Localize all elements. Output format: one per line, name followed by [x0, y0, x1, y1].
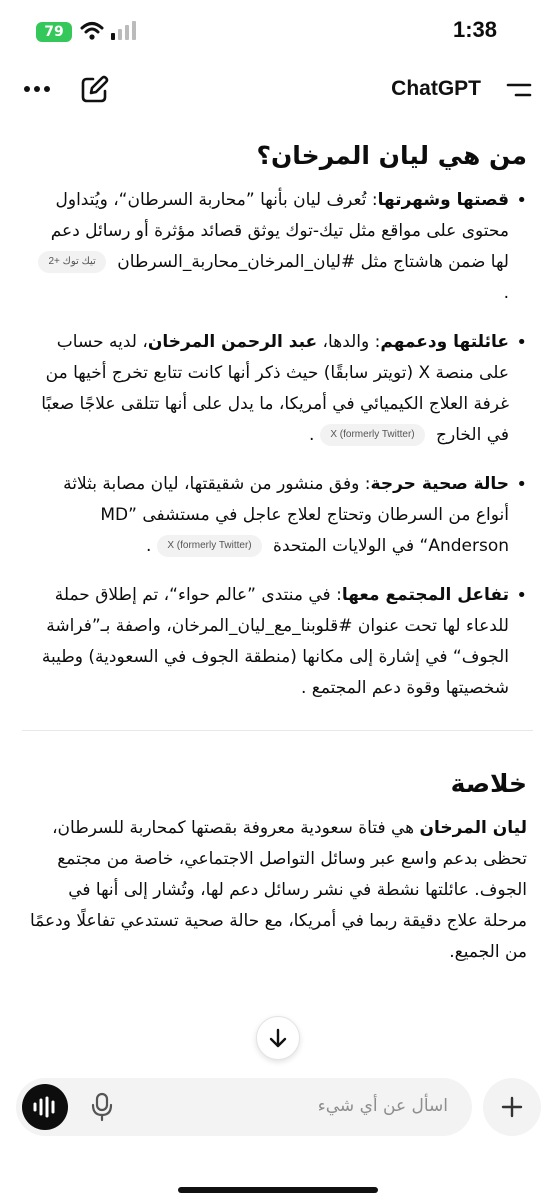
plus-icon: [500, 1095, 524, 1119]
voice-waveform-icon: [32, 1096, 58, 1118]
bullet-text: : في منتدى ”عالم حواء“، تم إطلاق حملة للدعاء لها تحت عنوان #قلوبنا_مع_ليان_المرخان، واصفة بـ”فراشة الجوف“ في إشارة إلى مكانها (منطقة الجوف في السعودية) وطيبة شخصيتها وقوة دعم المجتمع .: [41, 585, 509, 698]
wifi-icon: [80, 21, 104, 45]
voice-mode-button[interactable]: [22, 1084, 68, 1130]
list-item: • حالة صحية حرجة: وفق منشور من شقيقتها، ليان مصابة بثلاثة أنواع من السرطان وتحتاج لعلاج عاجل في مستشفى ”MD Anderson“ في الولايات المتحدة X (formerly Twitter).: [28, 469, 527, 562]
new-chat-icon[interactable]: [78, 74, 110, 106]
bold-name: عبد الرحمن المرخان: [147, 332, 318, 352]
source-citation-chip[interactable]: تيك توك +2: [38, 251, 105, 273]
bullet-title: عائلتها ودعمهم: [380, 332, 509, 352]
message-composer[interactable]: [16, 1078, 472, 1136]
bullet-text: ، لديه حساب على منصة X (تويتر سابقًا) حيث ذكر أنها كانت تتابع تخرج أخيها من غرفة العلاج الكيميائي في أمريكا، ما يدل على أنها تتلقى علاجًا صعبًا في الخارج: [41, 332, 509, 445]
source-citation-chip[interactable]: X (formerly Twitter): [157, 535, 261, 557]
divider: [22, 730, 533, 731]
bullet-title: تفاعل المجتمع معها: [341, 585, 509, 605]
list-item: • قصتها وشهرتها: تُعرف ليان بأنها ”محاربة السرطان“، ويُتداول محتوى على مواقع مثل تيك-توك يوثق قصائد مؤثرة أو رسائل دعم لها ضمن هاشتاج مثل #ليان_المرخان_محاربة_السرطان تيك توك +2.: [28, 185, 527, 309]
status-bar: [0, 0, 555, 62]
summary-heading: خلاصة: [450, 769, 527, 798]
bullet-text: : والدها،: [317, 332, 381, 352]
more-options-icon[interactable]: [22, 74, 56, 104]
message-input[interactable]: اسأل عن أي شيء: [317, 1096, 448, 1116]
composer-area: [0, 1070, 555, 1200]
microphone-icon[interactable]: [91, 1092, 113, 1126]
list-item: • عائلتها ودعمهم: والدها، عبد الرحمن المرخان، لديه حساب على منصة X (تويتر سابقًا) حيث ذكر أنها كانت تتابع تخرج أخيها من غرفة العلاج الكيميائي في أمريكا، ما يدل على أنها تتلقى علاجًا صعبًا في الخارج X (formerly Twitter).: [28, 327, 527, 451]
bullet-list: [28, 185, 527, 704]
summary-paragraph: [28, 813, 527, 968]
list-item: [28, 580, 527, 704]
scroll-to-bottom-button[interactable]: [256, 1016, 300, 1060]
app-header: [0, 62, 555, 118]
arrow-down-icon: [267, 1027, 289, 1049]
summary-name: ليان المرخان: [419, 818, 527, 838]
app-title[interactable]: ChatGPT: [391, 77, 481, 100]
home-indicator: [178, 1187, 378, 1193]
source-citation-chip[interactable]: X (formerly Twitter): [320, 424, 424, 446]
chat-response: [0, 135, 555, 1065]
bullet-text: : تُعرف ليان بأنها ”محاربة السرطان“، ويُتداول محتوى على مواقع مثل تيك-توك يوثق قصائد مؤثرة أو رسائل دعم لها ضمن هاشتاج مثل #ليان_المرخان_محاربة_السرطان: [50, 190, 509, 272]
attach-button[interactable]: [483, 1078, 541, 1136]
summary-text: هي فتاة سعودية معروفة بقصتها كمحاربة للسرطان، تحظى بدعم واسع عبر وسائل التواصل الاجتماعي، خاصة من مجتمع الجوف. عائلتها نشطة في نشر رسائل دعم لها، وتُشار إلى أنها في مرحلة علاج دقيقة ربما في أمريكا، مع حالة صحية تستدعي تفاعلًا ودعمًا من الجميع.: [29, 818, 527, 962]
status-time: 1:38: [452, 17, 497, 42]
sidebar-menu-icon[interactable]: [505, 78, 533, 102]
battery-indicator: 79: [36, 22, 72, 42]
bullet-text: : وفق منشور من شقيقتها، ليان مصابة بثلاثة أنواع من السرطان وتحتاج لعلاج عاجل في مستشفى ”MD Anderson“ في الولايات المتحدة: [63, 474, 509, 556]
section-heading: من هي ليان المرخان؟: [256, 141, 527, 170]
bullet-title: حالة صحية حرجة: [370, 474, 509, 494]
bullet-title: قصتها وشهرتها: [377, 190, 509, 210]
cellular-signal-icon: [110, 21, 136, 45]
